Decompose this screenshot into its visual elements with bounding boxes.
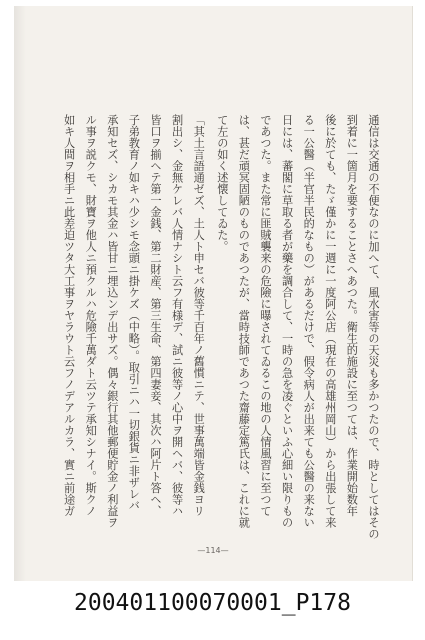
gutter-shadow [14, 6, 26, 581]
text-column: る一公醫（半官半民的なもの）があるだけで、假令病人が出来ても公醫の来ない [302, 114, 316, 528]
text-column: 到着に一箇月を要することさへあつた。衛生的施設に至つては、作業開始数年 [345, 114, 359, 517]
text-column: 通信は交通の不便なのに加へて、風水害等の天災も多かつたので、時としてはその [367, 114, 380, 540]
page-number: —114— [197, 546, 229, 555]
text-column: て左の如く述懐してゐた。 [215, 114, 229, 252]
text-column: ル事ヲ説クモ、財寶ヲ他人ニ預クルハ危險千萬ダト云ツテ承知シナイ。斯クノ [84, 114, 98, 517]
text-column: 如キ人間ヲ相手ニ此差迫ツタ大工事ヲヤラウト云フノデアルカラ、實ニ前途ガ [62, 114, 76, 517]
text-column: 承知セズ、シカモ其金ハ皆甘ニ埋込ンデ出サズ。偶々銀行其他郵便貯金ノ利益ヲ [105, 114, 119, 528]
text-column: 皆口ヲ揃ヘテ第一金銭、第二財産、第三生命、第四妻妾、其次ハ阿片ト答ヘ、 [149, 114, 162, 517]
text-column: 割出シ、金無ケレバ人情ナシト云フ有様デ、試ニ彼等ノ心中ヲ開ヘバ、彼等ハ [170, 114, 184, 517]
text-column: 日には、蕃閣に草取る者が藥を調合して、一時の急を凌ぐといふ心細い限りもの [280, 114, 294, 528]
text-column: 後に於ても、たゞ僅かに一週に一度阿公店（現在の高雄州岡山）から出張して来 [323, 114, 337, 528]
text-column: 子弟教育ノ如キハ少シモ念頭ニ掛ケズ（中略）。取引ニハ一切銀貨ニ非ザレバ [127, 114, 141, 511]
text-column: 「其土言語通ゼズ、土人ト申セバ彼等千百年ノ舊慣ニテ、世事萬端皆金銭ヨリ [192, 114, 206, 517]
book-page [14, 6, 413, 581]
text-column: は、甚だ頑冥固陋のものであつたが、當時技師であつた齋藤定篤氏は、これに就 [237, 114, 251, 528]
text-column: であつた。また常に匪賊襲来の危險に曝されてゐるこの地の人情風習に至つて [259, 114, 272, 517]
image-caption: 200401100070001_P178 [74, 590, 351, 616]
